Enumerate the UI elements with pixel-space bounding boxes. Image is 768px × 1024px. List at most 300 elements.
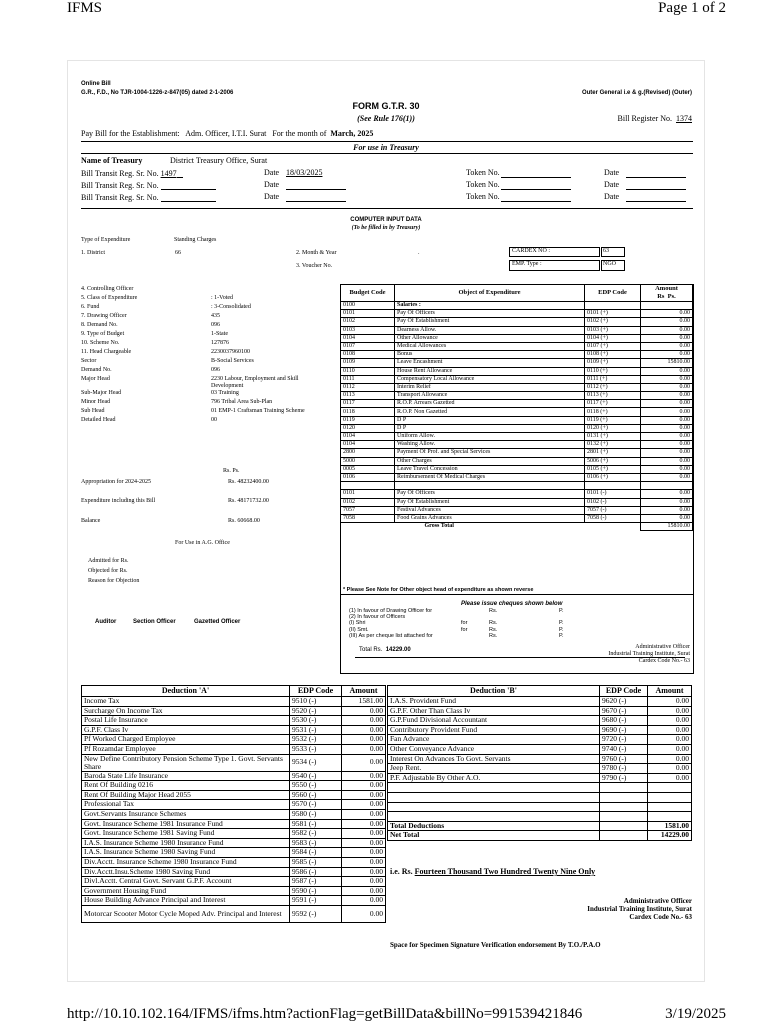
- cheque-line-label: (I) Shri: [349, 620, 366, 627]
- empty-cell: [388, 783, 600, 793]
- deduction-b-amount: 0.00: [648, 697, 692, 707]
- month-year-label: 2. Month & Year: [296, 250, 337, 256]
- detail-row: [81, 358, 336, 367]
- deduction-a-amount: 0.00: [342, 771, 386, 781]
- deduction-a-edp: 9533 (-): [290, 744, 342, 754]
- transit-date: 18/03/2025: [286, 168, 323, 177]
- deduction-a-amount: 0.00: [342, 735, 386, 745]
- deduction-a-edp: 9585 (-): [290, 857, 342, 867]
- transit-label: Bill Transit Reg. Sr. No.: [81, 169, 159, 178]
- cheque-officer-1: Administrative Officer: [635, 644, 690, 650]
- budget-edp: [585, 302, 641, 310]
- budget-code: 0112: [341, 383, 395, 391]
- objected-label: Objected for Rs.: [88, 568, 128, 574]
- amount-header: [641, 285, 693, 302]
- deduction-b-name: Contributory Provident Fund: [388, 725, 600, 735]
- deduction-b-body: [388, 697, 692, 841]
- detail-value: 2230 Labour, Employment and Skill Development: [211, 376, 299, 389]
- budget-row: [341, 400, 693, 408]
- budget-row: [341, 351, 693, 359]
- cheque-signature: [490, 644, 690, 665]
- type-exp-value: Standing Charges: [174, 237, 217, 243]
- budget-amount: 0.00: [641, 416, 693, 424]
- gross-blank-2: [585, 523, 641, 531]
- total-deductions-value: 1581.00: [648, 821, 692, 831]
- token-label: Token No.: [466, 180, 500, 189]
- detail-label: 5. Class of Expenditure: [81, 295, 138, 301]
- detail-label: 7. Drawing Officer: [81, 313, 127, 319]
- name-of-treasury: [81, 156, 142, 165]
- budget-code: 0111: [341, 375, 395, 383]
- budget-row: [341, 498, 693, 506]
- net-total-blank: [600, 831, 648, 841]
- emp-type-value: NGO: [603, 261, 616, 267]
- budget-code: 0102: [341, 318, 395, 326]
- deduction-a-table: [81, 685, 386, 923]
- emp-type-label: EMP. Type :: [512, 261, 542, 267]
- deduction-a-amount: 0.00: [342, 725, 386, 735]
- treasury-divider: [81, 141, 693, 142]
- deduction-b-amount: 0.00: [648, 716, 692, 726]
- deduction-a-edp: 9587 (-): [290, 877, 342, 887]
- budget-edp: [585, 482, 641, 490]
- deduction-b-row: [388, 697, 692, 707]
- outer-general: Outer General i.e & g.(Revised) (Outer): [581, 90, 692, 96]
- detail-row: [81, 340, 336, 349]
- print-header-left: IFMS: [67, 0, 103, 16]
- deduction-a-row: [82, 771, 386, 781]
- budget-object: Leave Encashment: [395, 359, 585, 367]
- deduction-a-amount: 0.00: [342, 716, 386, 726]
- deduction-b-name: P.F. Adjustable By Other A.O.: [388, 773, 600, 783]
- words-prefix: i.e. Rs.: [390, 867, 413, 876]
- total-deductions-blank: [600, 821, 648, 831]
- gross-blank: [341, 523, 395, 531]
- for-use-treasury: For use in Treasury: [353, 143, 419, 152]
- deduction-a-amount: 0.00: [342, 809, 386, 819]
- budget-row: [341, 359, 693, 367]
- budget-code: 0102: [341, 498, 395, 506]
- deduction-a-name: Income Tax: [82, 697, 290, 707]
- transit-date-label: Date: [264, 168, 280, 177]
- deduction-b-row: [388, 773, 692, 783]
- budget-row: [341, 334, 693, 342]
- deduction-a-row: [82, 744, 386, 754]
- gazetted-officer-label: Gazetted Officer: [194, 619, 241, 625]
- deduction-b-amount: 0.00: [648, 744, 692, 754]
- budget-row: [341, 506, 693, 514]
- budget-edp: 5006 (+): [585, 457, 641, 465]
- cheque-line-p: P.: [559, 632, 564, 639]
- print-footer-url[interactable]: http://10.10.102.164/IFMS/ifms.htm?actionFlag=getBillData&billNo=991539421846: [67, 1006, 583, 1022]
- budget-edp: 0106 (+): [585, 473, 641, 481]
- deduction-a-name: G.P.F. Class Iv: [82, 725, 290, 735]
- cheque-lines: [349, 608, 679, 639]
- budget-code: 0106: [341, 473, 395, 481]
- empty-cell: [600, 812, 648, 822]
- transit-date-label: Date: [264, 180, 280, 189]
- deduction-a-row: [82, 697, 386, 707]
- budget-amount: 0.00: [641, 465, 693, 473]
- budget-object: Leave Travel Concession: [395, 465, 585, 473]
- deduction-a-edp: 9520 (-): [290, 706, 342, 716]
- emp-type-box: [509, 260, 600, 271]
- cheque-line-rs: Rs.: [489, 620, 498, 627]
- deduction-a-amount: 0.00: [342, 905, 386, 922]
- deduction-b-edp: 9720 (-): [600, 735, 648, 745]
- deduction-b-row: [388, 735, 692, 745]
- budget-amount: 0.00: [641, 408, 693, 416]
- transit-row-2: [81, 180, 693, 190]
- details-list: [81, 286, 336, 426]
- bill-register-no: 1374: [676, 114, 692, 123]
- budget-object: Payment Of Prof. and Special Services: [395, 449, 585, 457]
- cardex-value: 63: [603, 248, 609, 254]
- budget-amount: 0.00: [641, 457, 693, 465]
- budget-amount: 0.00: [641, 375, 693, 383]
- deduction-a-edp: 9584 (-): [290, 848, 342, 858]
- budget-amount: [641, 302, 693, 310]
- budget-row: [341, 441, 693, 449]
- deduction-b-amount: 0.00: [648, 706, 692, 716]
- budget-amount: 0.00: [641, 424, 693, 432]
- cheque-line-rs: Rs.: [489, 608, 498, 614]
- budget-amount: [641, 482, 693, 490]
- deduction-b-name: Interest On Advances To Govt. Servants: [388, 754, 600, 764]
- detail-label: 9. Type of Budget: [81, 331, 125, 337]
- deduction-a-amount: 1581.00: [342, 697, 386, 707]
- budget-row: [341, 342, 693, 350]
- deduction-a-name: Surcharge On Income Tax: [82, 706, 290, 716]
- gr-reference: G.R., F.D., No TJR-1004-1226-z-847(05) dated 2-1-2006: [81, 90, 234, 96]
- budget-amount: 0.00: [641, 392, 693, 400]
- budget-object: Festival Advances: [395, 506, 585, 514]
- deduction-a-edp: 9586 (-): [290, 867, 342, 877]
- budget-amount: 0.00: [641, 514, 693, 522]
- empty-cell: [388, 802, 600, 812]
- district-label: 1. District: [81, 250, 105, 256]
- budget-object: Pay Of Officers: [395, 310, 585, 318]
- deduction-b-name: G.P.F. Other Than Class Iv: [388, 706, 600, 716]
- deduction-a-amount: 0.00: [342, 781, 386, 791]
- bill-month: March, 2025: [330, 129, 374, 138]
- deduction-a-name: Divl.Acctt. Central Govt. Servant G.P.F. Account: [82, 877, 290, 887]
- budget-object: Pay Of Establishment: [395, 318, 585, 326]
- rs-header: Rs: [657, 293, 665, 300]
- cheque-line: [349, 633, 679, 639]
- expenditure-label: Expenditure including this Bill: [81, 498, 156, 504]
- budget-code: 0120: [341, 424, 395, 432]
- total-deductions-label: Total Deductions: [388, 821, 600, 831]
- deduction-a-amount: 0.00: [342, 800, 386, 810]
- cheque-line-label: (III) As per cheque list attached for: [349, 632, 433, 639]
- deduction-a-name: Postal Life Insurance: [82, 716, 290, 726]
- deduction-a-name: Baroda State Life Insurance: [82, 771, 290, 781]
- deduction-b-table: [387, 685, 692, 841]
- deduction-a-row: [82, 819, 386, 829]
- budget-code: 0113: [341, 392, 395, 400]
- deduction-a-row: [82, 781, 386, 791]
- deduction-a-edp: 9591 (-): [290, 896, 342, 906]
- empty-cell: [648, 812, 692, 822]
- auditor-label: Auditor: [95, 619, 117, 625]
- deduction-b-name: Fan Advance: [388, 735, 600, 745]
- detail-label: Detailed Head: [81, 417, 116, 423]
- budget-code: 0119: [341, 416, 395, 424]
- budget-row: [341, 490, 693, 498]
- deduction-a-edp: 9570 (-): [290, 800, 342, 810]
- deduction-a-edp: 9581 (-): [290, 819, 342, 829]
- detail-value: 01 EMP-1 Craftsman Training Scheme: [211, 408, 305, 414]
- budget-amount: 0.00: [641, 334, 693, 342]
- budget-row: [341, 482, 693, 490]
- transit-date-label: Date: [264, 192, 280, 201]
- budget-code: 0101: [341, 490, 395, 498]
- budget-edp: 0109 (+): [585, 359, 641, 367]
- budget-object: Other Charges: [395, 457, 585, 465]
- budget-edp: 2801 (+): [585, 449, 641, 457]
- deduction-a-name: I.A.S. Insurance Scheme 1980 Insurance Fund: [82, 838, 290, 848]
- deduction-a-name: Div.Acctt.Insu.Scheme 1980 Saving Fund: [82, 867, 290, 877]
- deduction-a-amount: 0.00: [342, 754, 386, 771]
- detail-label: 6. Fund: [81, 304, 100, 310]
- budget-amount: 0.00: [641, 326, 693, 334]
- budget-object: House Rent Allowance: [395, 367, 585, 375]
- budget-amount: 0.00: [641, 433, 693, 441]
- bottom-officer-1: Administrative Officer: [623, 897, 692, 905]
- budget-edp: 0101 (+): [585, 310, 641, 318]
- district-value: 66: [175, 250, 181, 256]
- detail-row: [81, 286, 336, 295]
- deduction-a-amount: 0.00: [342, 744, 386, 754]
- detail-label: 11. Head Chargeable: [81, 349, 132, 355]
- deduction-a-edp: 9540 (-): [290, 771, 342, 781]
- budget-row: [341, 514, 693, 522]
- deduction-a-amount: 0.00: [342, 896, 386, 906]
- token-label: Token No.: [466, 192, 500, 201]
- edp-header: EDP Code: [585, 285, 641, 302]
- budget-table: [340, 284, 693, 531]
- budget-code: 0104: [341, 433, 395, 441]
- deduction-b-amount: 0.00: [648, 764, 692, 774]
- deduction-b-name: Jeep Rent.: [388, 764, 600, 774]
- type-exp-label: Type of Expenditure: [81, 237, 131, 243]
- budget-code: 0110: [341, 367, 395, 375]
- detail-row: [81, 417, 336, 426]
- budget-row: [341, 318, 693, 326]
- budget-object: Bonus: [395, 351, 585, 359]
- deduction-b-amount: 0.00: [648, 725, 692, 735]
- ag-office-label: For Use in A.G. Office: [175, 540, 230, 546]
- budget-row: [341, 326, 693, 334]
- budget-edp: 0104 (+): [585, 334, 641, 342]
- deduction-b-row: [388, 744, 692, 754]
- establishment: Adm. Officer, I.T.I. Surat: [185, 129, 267, 138]
- cheque-total: [359, 647, 411, 654]
- deduction-a-name: Div.Acctt. Insurance Scheme 1980 Insurance Fund: [82, 857, 290, 867]
- detail-value: 2230037960100: [211, 349, 250, 355]
- token-date-label: Date: [604, 168, 620, 177]
- appropriation-label: Appropriation for 2024-2025: [81, 479, 151, 485]
- deduction-a-row: [82, 886, 386, 896]
- deduction-b-row: [388, 716, 692, 726]
- budget-code: 0101: [341, 310, 395, 318]
- amount-header-label: Amount: [655, 285, 678, 292]
- deduction-a-row: [82, 877, 386, 887]
- budget-object: Salaries :: [395, 302, 585, 310]
- cheque-officer-2: Industrial Training Institute, Surat: [608, 651, 690, 657]
- cheque-total-value: 14229.00: [385, 647, 411, 653]
- empty-cell: [388, 812, 600, 822]
- total-deductions-row: [388, 821, 692, 831]
- budget-edp: 7058 (-): [585, 514, 641, 522]
- month-year-value: .: [418, 250, 420, 256]
- print-header-right: Page 1 of 2: [658, 0, 726, 16]
- ps-header: Ps.: [667, 293, 676, 300]
- bottom-officer-2: Industrial Training Institute, Surat: [587, 905, 692, 913]
- transit-row-3: [81, 192, 693, 202]
- detail-row: [81, 295, 336, 304]
- detail-label: 8. Demand No.: [81, 322, 118, 328]
- budget-row: [341, 424, 693, 432]
- cheque-line-for: for: [461, 620, 468, 627]
- budget-code: 0117: [341, 400, 395, 408]
- deduction-a-amount: 0.00: [342, 848, 386, 858]
- gross-total-label: Gross Total: [424, 523, 454, 530]
- deduction-a-edp: 9531 (-): [290, 725, 342, 735]
- budget-row: [341, 310, 693, 318]
- budget-object: Compensatory Local Allowance: [395, 375, 585, 383]
- bill-register: [618, 114, 692, 123]
- budget-row: [341, 473, 693, 481]
- deduction-b-edp: 9690 (-): [600, 725, 648, 735]
- budget-code: 0108: [341, 351, 395, 359]
- deduction-a-name: Govt. Insurance Scheme 1981 Saving Fund: [82, 829, 290, 839]
- deduction-b-edp: 9790 (-): [600, 773, 648, 783]
- detail-row: [81, 349, 336, 358]
- budget-edp: 0111 (+): [585, 375, 641, 383]
- budget-amount: 0.00: [641, 490, 693, 498]
- emp-type-value-box: [601, 260, 625, 271]
- budget-code: 0109: [341, 359, 395, 367]
- deduction-a-amount: 0.00: [342, 877, 386, 887]
- budget-row: [341, 383, 693, 391]
- empty-cell: [648, 792, 692, 802]
- budget-edp: 0120 (+): [585, 424, 641, 432]
- detail-row: [81, 408, 336, 417]
- deduction-b-edp: 9620 (-): [600, 697, 648, 707]
- print-footer-date: 3/19/2025: [665, 1006, 726, 1022]
- detail-row: [81, 376, 336, 390]
- detail-value: : 1-Voted: [211, 295, 234, 301]
- detail-row: [81, 367, 336, 376]
- budget-edp: 0102 (-): [585, 498, 641, 506]
- budget-amount: 0.00: [641, 449, 693, 457]
- budget-row: [341, 465, 693, 473]
- empty-cell: [600, 792, 648, 802]
- deduction-a-edp: 9532 (-): [290, 735, 342, 745]
- budget-row: [341, 392, 693, 400]
- empty-cell: [648, 783, 692, 793]
- input-divider: [81, 208, 693, 209]
- budget-code: 2800: [341, 449, 395, 457]
- deduction-a-name: House Building Advance Principal and Interest: [82, 896, 290, 906]
- budget-amount: 15810.00: [641, 359, 693, 367]
- deduction-a-edp: 9510 (-): [290, 697, 342, 707]
- detail-value: 1-State: [211, 331, 228, 337]
- deduction-a-amount: 0.00: [342, 790, 386, 800]
- cheque-line-label: (2) In favour of Officers: [349, 614, 406, 621]
- deduction-a-edp: 9550 (-): [290, 781, 342, 791]
- form-title: FORM G.T.R. 30: [352, 101, 420, 111]
- budget-edp: 0132 (+): [585, 441, 641, 449]
- budget-code: 7057: [341, 506, 395, 514]
- deduction-a-amount: 0.00: [342, 829, 386, 839]
- budget-row: [341, 302, 693, 310]
- budget-edp: 0105 (+): [585, 465, 641, 473]
- deduction-b-amount-header: Amount: [648, 686, 692, 697]
- cheque-line-p: P.: [559, 608, 564, 614]
- deduction-a-row: [82, 829, 386, 839]
- detail-label: Sector: [81, 358, 97, 364]
- deduction-b-empty-row: [388, 783, 692, 793]
- budget-object: D P: [395, 424, 585, 432]
- deduction-a-row: [82, 838, 386, 848]
- detail-row: [81, 322, 336, 331]
- budget-edp: 0117 (+): [585, 400, 641, 408]
- deduction-b-name: I.A.S. Provident Fund: [388, 697, 600, 707]
- transit-row-1: [81, 168, 693, 178]
- budget-code: 7058: [341, 514, 395, 522]
- cheque-line-label: (1) In favour of Drawing Officer for: [349, 608, 433, 614]
- deduction-b-name: G.P.Fund Divisional Accountant: [388, 716, 600, 726]
- admitted-label: Admitted for Rs.: [88, 558, 129, 564]
- empty-cell: [600, 802, 648, 812]
- budget-code: 0103: [341, 326, 395, 334]
- detail-row: [81, 304, 336, 313]
- deduction-b-empty-row: [388, 792, 692, 802]
- budget-object: R.O.P. Arrears Gazetted: [395, 400, 585, 408]
- deduction-a-name: Government Housing Fund: [82, 886, 290, 896]
- deduction-a-edp: 9580 (-): [290, 809, 342, 819]
- budget-row: [341, 449, 693, 457]
- deduction-b-amount: 0.00: [648, 754, 692, 764]
- cheque-line-rs: Rs.: [489, 632, 498, 639]
- budget-code: 0118: [341, 408, 395, 416]
- bottom-officer-3: Cardex Code No.- 63: [629, 913, 692, 921]
- deduction-a-edp: 9534 (-): [290, 754, 342, 771]
- detail-value: 00: [211, 417, 217, 423]
- deduction-a-name: I.A.S. Insurance Scheme 1980 Saving Fund: [82, 848, 290, 858]
- budget-object: Reimbursement Of Medical Charges: [395, 473, 585, 481]
- budget-object: Pay Of Officers: [395, 490, 585, 498]
- deduction-a-edp-header: EDP Code: [290, 686, 342, 697]
- cheque-total-label: Total Rs.: [359, 647, 383, 653]
- cardex-value-box: [601, 247, 625, 257]
- deduction-a-body: [82, 697, 386, 923]
- deduction-b-empty-row: [388, 812, 692, 822]
- budget-code: 0104: [341, 441, 395, 449]
- detail-label: 10. Scheme No.: [81, 340, 120, 346]
- cardex-box: [509, 247, 600, 257]
- bill-document: [67, 60, 705, 982]
- deduction-a-edp: 9592 (-): [290, 905, 342, 922]
- budget-amount: 0.00: [641, 351, 693, 359]
- deduction-a-row: [82, 725, 386, 735]
- deduction-a-amount: 0.00: [342, 838, 386, 848]
- budget-object: Pay Of Establishment: [395, 498, 585, 506]
- deduction-a-edp: 9582 (-): [290, 829, 342, 839]
